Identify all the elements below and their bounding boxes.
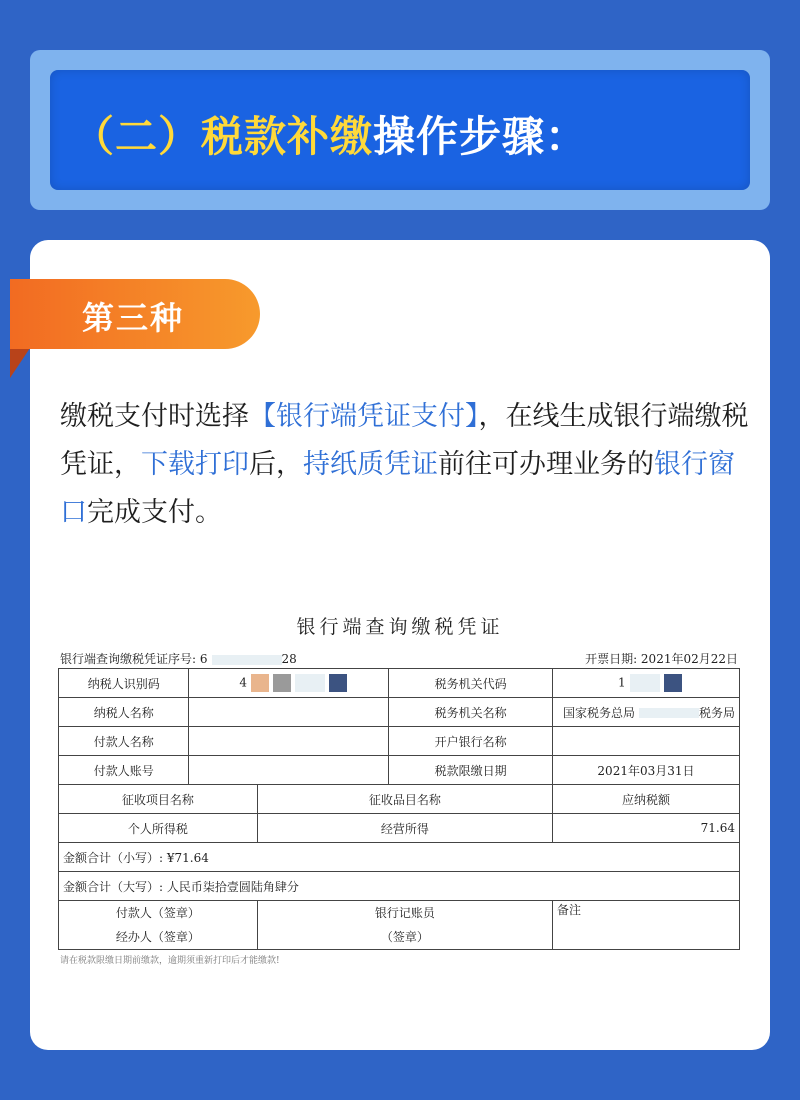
sign-handler: 经办人（签章） bbox=[115, 930, 200, 944]
taxpayer-name-value bbox=[189, 698, 389, 727]
bank-name-value bbox=[552, 727, 739, 756]
table-row bbox=[59, 698, 740, 727]
office-code-value bbox=[552, 669, 739, 698]
col-header-item: 征收品目名称 bbox=[257, 785, 552, 814]
sign-remark: 备注 bbox=[552, 901, 739, 950]
taxpayer-id-value bbox=[189, 669, 389, 698]
voucher-title: 银行端查询缴税凭证 bbox=[296, 616, 504, 638]
serial-tail: 28 bbox=[281, 652, 297, 666]
col-header-amount: 应纳税额 bbox=[552, 785, 739, 814]
para-text-2: ，在线生成银行端缴税凭证， bbox=[60, 401, 749, 480]
sign-payer-handler bbox=[59, 901, 258, 950]
table-row bbox=[59, 756, 740, 785]
table-row bbox=[59, 669, 740, 698]
tag-fold bbox=[10, 348, 30, 378]
para-highlight-download: 下载打印 bbox=[141, 449, 249, 480]
total-big: 金额合计（大写）: 人民币柒拾壹圆陆角肆分 bbox=[59, 872, 740, 901]
para-text-3: 后， bbox=[249, 449, 303, 480]
redaction-mark bbox=[212, 655, 282, 665]
title-highlight: （二）税款补缴 bbox=[72, 112, 374, 161]
bank-name-label: 开户银行名称 bbox=[389, 727, 553, 756]
voucher-meta bbox=[58, 644, 742, 668]
redaction-mark bbox=[664, 674, 682, 692]
office-name-value bbox=[552, 698, 739, 727]
col-header-project: 征收项目名称 bbox=[59, 785, 258, 814]
item-amount: 71.64 bbox=[552, 814, 739, 843]
deadline-value: 2021年03月31日 bbox=[552, 756, 739, 785]
office-code-label: 税务机关代码 bbox=[389, 669, 553, 698]
redaction-mark bbox=[329, 674, 347, 692]
method-tag-label: 第三种 bbox=[82, 299, 185, 337]
voucher-table bbox=[58, 668, 740, 950]
instruction-paragraph bbox=[60, 393, 750, 537]
table-row bbox=[59, 901, 740, 950]
tax-voucher-image bbox=[58, 612, 742, 966]
table-row bbox=[59, 727, 740, 756]
para-highlight-window: 银行窗口 bbox=[60, 449, 735, 528]
table-row bbox=[59, 843, 740, 872]
para-text-5: 完成支付。 bbox=[87, 497, 222, 528]
para-highlight-paper: 持纸质凭证 bbox=[303, 449, 438, 480]
total-small: 金额合计（小写）: ¥71.64 bbox=[59, 843, 740, 872]
deadline-label: 税款限缴日期 bbox=[389, 756, 553, 785]
method-tag bbox=[10, 279, 260, 349]
sign-bank-stamp: （签章） bbox=[380, 930, 429, 944]
payer-account-label: 付款人账号 bbox=[59, 756, 189, 785]
office-name-a: 国家税务总局 bbox=[562, 705, 635, 720]
payer-name-value bbox=[189, 727, 389, 756]
serial-label: 银行端查询缴税凭证序号: 6 bbox=[60, 652, 208, 666]
para-text-4: 前往可办理业务的 bbox=[438, 449, 654, 480]
voucher-serial bbox=[60, 650, 297, 667]
payer-name-label: 付款人名称 bbox=[59, 727, 189, 756]
item-project: 个人所得税 bbox=[59, 814, 258, 843]
redaction-mark bbox=[630, 674, 660, 692]
taxpayer-id-text: 4 bbox=[239, 675, 248, 690]
page-title bbox=[72, 104, 588, 164]
header-frame bbox=[30, 50, 770, 210]
office-code-text: 1 bbox=[617, 675, 626, 690]
sign-bank bbox=[257, 901, 552, 950]
office-name-label: 税务机关名称 bbox=[389, 698, 553, 727]
header-panel bbox=[50, 70, 750, 190]
redaction-mark bbox=[639, 708, 699, 718]
item-name: 经营所得 bbox=[257, 814, 552, 843]
para-text-1: 缴税支付时选择 bbox=[60, 401, 249, 432]
voucher-note: 请在税款限缴日期前缴款，逾期须重新打印后才能缴款! bbox=[60, 956, 280, 966]
redaction-mark bbox=[273, 674, 291, 692]
voucher-issue-date: 开票日期: 2021年02月22日 bbox=[585, 652, 738, 666]
table-row bbox=[59, 785, 740, 814]
taxpayer-name-label: 纳税人名称 bbox=[59, 698, 189, 727]
table-row bbox=[59, 814, 740, 843]
taxpayer-id-label: 纳税人识别码 bbox=[59, 669, 189, 698]
office-name-b: 税务局 bbox=[698, 705, 735, 720]
redaction-mark bbox=[295, 674, 325, 692]
para-highlight-bank-voucher: 【银行端凭证支付】 bbox=[249, 401, 479, 432]
table-row bbox=[59, 872, 740, 901]
sign-payer: 付款人（签章） bbox=[115, 906, 200, 920]
sign-bank-clerk: 银行记账员 bbox=[374, 906, 435, 920]
redaction-mark bbox=[251, 674, 269, 692]
title-rest: 操作步骤： bbox=[373, 112, 589, 161]
payer-account-value bbox=[189, 756, 389, 785]
